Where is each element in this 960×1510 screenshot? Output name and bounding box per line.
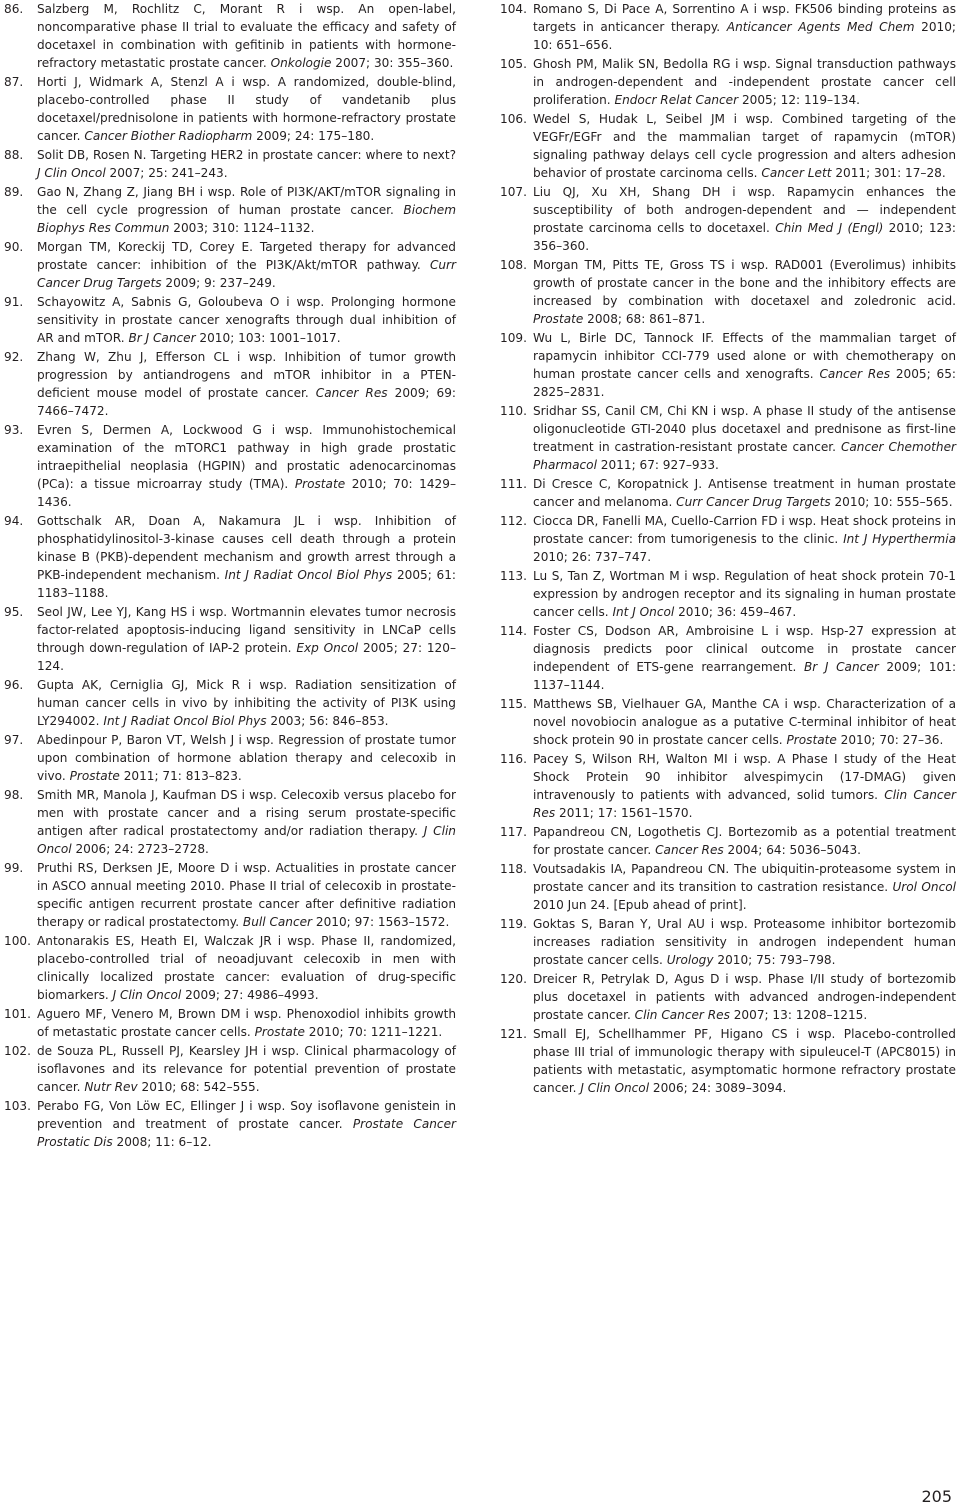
- reference-details: 2010; 36: 459–467.: [674, 605, 797, 619]
- reference-number: 100.: [4, 934, 31, 948]
- reference-number: 99.: [4, 861, 24, 875]
- reference-journal: J Clin Oncol: [37, 166, 106, 180]
- reference-citation: Romano S, Di Pace A, Sorrentino A i wsp. FK506 binding proteins as targets in anticancer therapy.: [533, 2, 956, 34]
- reference-text: [533, 1027, 956, 1095]
- reference-details: 2007; 13: 1208–1215.: [729, 1008, 868, 1022]
- reference-item: [4, 421, 456, 511]
- reference-details: 2007; 30: 355–360.: [331, 56, 454, 70]
- reference-journal: Prostate: [69, 769, 120, 783]
- reference-item: [500, 750, 956, 822]
- reference-citation: Goktas S, Baran Y, Ural AU i wsp. Proteasome inhibitor bortezomib increases radiation sensitivity in androgen independent human prostate cancer cells.: [533, 917, 956, 967]
- reference-citation: Solit DB, Rosen N. Targeting HER2 in prostate cancer: where to next?: [37, 148, 456, 162]
- reference-citation: Pacey S, Wilson RH, Walton MI i wsp. A Phase I study of the Heat Shock Protein 90 inhibitor alvespimycin (17-DMAG) given intravenously to patients with advanced, solid tumors.: [533, 752, 956, 802]
- reference-item: [4, 238, 456, 292]
- reference-text: [37, 148, 456, 180]
- reference-item: [500, 0, 956, 54]
- reference-details: 2008; 68: 861–871.: [583, 312, 706, 326]
- reference-text: [37, 861, 456, 929]
- reference-citation: Zhang W, Zhu J, Efferson CL i wsp. Inhibition of tumor growth progression by antiandrogens and mTOR inhibitor in a PTEN-deficient mouse model of prostate cancer.: [37, 350, 456, 400]
- reference-details: 2010; 68: 542–555.: [137, 1080, 260, 1094]
- reference-journal: Bull Cancer: [242, 915, 313, 929]
- reference-text: [37, 934, 456, 1002]
- reference-number: 114.: [500, 624, 527, 638]
- reference-journal: Curr Cancer Drug Targets: [676, 495, 831, 509]
- reference-item: [500, 823, 956, 859]
- reference-item: [500, 567, 956, 621]
- reference-details: 2009; 101: 1137–1144.: [533, 660, 957, 692]
- reference-text: [37, 2, 456, 70]
- reference-details: 2010; 103: 1001–1017.: [195, 331, 341, 345]
- reference-details: 2011; 17: 1561–1570.: [555, 806, 693, 820]
- reference-details: 2003; 56: 846–853.: [266, 714, 389, 728]
- reference-citation: Gao N, Zhang Z, Jiang BH i wsp. Role of PI3K/AKT/mTOR signaling in the cell cycle progression of human prostate cancer.: [37, 185, 456, 217]
- reference-journal: Urol Oncol: [892, 880, 956, 894]
- reference-item: [500, 110, 956, 182]
- reference-text: [533, 477, 956, 509]
- reference-number: 117.: [500, 825, 527, 839]
- reference-journal: Prostate: [533, 312, 584, 326]
- reference-journal: Prostate Cancer Prostatic Dis: [37, 1117, 456, 1149]
- reference-item: [4, 183, 456, 237]
- reference-journal: Clin Cancer Res: [533, 788, 956, 820]
- reference-details: 2006; 24: 2723–2728.: [71, 842, 209, 856]
- reference-details: 2010; 97: 1563–1572.: [312, 915, 450, 929]
- reference-details: 2005; 12: 119–134.: [738, 93, 860, 107]
- reference-details: 2009; 27: 4986–4993.: [181, 988, 319, 1002]
- reference-journal: Cancer Res: [819, 367, 891, 381]
- reference-journal: Urology: [666, 953, 714, 967]
- reference-text: [533, 404, 956, 472]
- reference-number: 86.: [4, 2, 24, 16]
- reference-journal: Exp Oncol: [296, 641, 359, 655]
- reference-number: 101.: [4, 1007, 31, 1021]
- reference-text: [533, 862, 956, 912]
- reference-item: [4, 146, 456, 182]
- reference-citation: Dreicer R, Petrylak D, Agus D i wsp. Phase I/II study of bortezomib plus docetaxel in patients with advanced androgen-independent prostate cancer.: [533, 972, 956, 1022]
- reference-number: 106.: [500, 112, 527, 126]
- reference-citation: Evren S, Dermen A, Lockwood G i wsp. Immunohistochemical examination of the mTORC1 pathway in high grade prostatic intraepithelial neoplasia (HGPIN) and prostatic adenocarcinomas (PCa): a tissue microarray study (TMA).: [37, 423, 456, 491]
- reference-citation: Liu QJ, Xu XH, Shang DH i wsp. Rapamycin enhances the susceptibility of both androgen-dependent and — independent prostate carcinoma cells to docetaxel.: [533, 185, 956, 235]
- reference-number: 91.: [4, 295, 24, 309]
- reference-text: [37, 350, 456, 418]
- reference-text: [533, 697, 956, 747]
- reference-item: [4, 859, 456, 931]
- reference-text: [37, 605, 456, 673]
- reference-citation: Abedinpour P, Baron VT, Welsh J i wsp. Regression of prostate tumor upon combination of hormone ablation therapy and celecoxib in vivo.: [37, 733, 456, 783]
- reference-citation: de Souza PL, Russell PJ, Kearsley JH i wsp. Clinical pharmacology of isoflavones and its relevance for potential prevention of prostate cancer.: [37, 1044, 456, 1094]
- reference-journal: Prostate: [254, 1025, 305, 1039]
- reference-number: 119.: [500, 917, 527, 931]
- reference-journal: J Clin Oncol: [37, 824, 456, 856]
- reference-text: [37, 1044, 456, 1094]
- reference-item: [500, 329, 956, 401]
- reference-number: 121.: [500, 1027, 527, 1041]
- reference-text: [37, 733, 456, 783]
- reference-citation: Voutsadakis IA, Papandreou CN. The ubiquitin-proteasome system in prostate cancer and its transition to castration resistance.: [533, 862, 956, 894]
- reference-text: [533, 569, 956, 619]
- reference-text: [533, 514, 956, 564]
- reference-text: [533, 972, 956, 1022]
- reference-text: [533, 112, 956, 180]
- reference-number: 116.: [500, 752, 527, 766]
- reference-journal: Curr Cancer Drug Targets: [37, 258, 456, 290]
- reference-item: [4, 512, 456, 602]
- reference-citation: Seol JW, Lee YJ, Kang HS i wsp. Wortmannin elevates tumor necrosis factor-related apoptosis-inducing ligand sensitivity in LNCaP cells through down-regulation of IAP-2 protein.: [37, 605, 456, 655]
- reference-item: [500, 695, 956, 749]
- reference-text: [37, 423, 456, 509]
- reference-text: [37, 788, 456, 856]
- reference-journal: Clin Cancer Res: [634, 1008, 730, 1022]
- reference-journal: Chin Med J (Engl): [775, 221, 884, 235]
- reference-number: 107.: [500, 185, 527, 199]
- reference-item: [500, 970, 956, 1024]
- reference-number: 105.: [500, 57, 527, 71]
- reference-citation: Gupta AK, Cerniglia GJ, Mick R i wsp. Radiation sensitization of human cancer cells in vivo by inhibiting the activity of PI3K using LY294002.: [37, 678, 456, 728]
- reference-journal: Prostate: [294, 477, 346, 491]
- reference-number: 102.: [4, 1044, 31, 1058]
- reference-number: 118.: [500, 862, 527, 876]
- reference-number: 94.: [4, 514, 24, 528]
- reference-details: 2003; 310: 1124–1132.: [169, 221, 315, 235]
- reference-number: 90.: [4, 240, 24, 254]
- reference-citation: Wedel S, Hudak L, Seibel JM i wsp. Combined targeting of the VEGFr/EGFr and the mammalian target of rapamycin (mTOR) signaling pathway delays cell cycle progression and alters adhesion behavior of prostate carcinoma cells.: [533, 112, 956, 180]
- reference-item: [500, 622, 956, 694]
- reference-number: 108.: [500, 258, 527, 272]
- reference-citation: Di Cresce C, Koropatnick J. Antisense treatment in human prostate cancer and melanoma.: [533, 477, 956, 509]
- reference-number: 87.: [4, 75, 24, 89]
- reference-details: 2005; 65: 2825–2831.: [533, 367, 956, 399]
- reference-item: [500, 1025, 956, 1097]
- reference-citation: Small EJ, Schellhammer PF, Higano CS i wsp. Placebo-controlled phase III trial of immunologic therapy with sipuleucel-T (APC8015) in patients with metastatic, asymptomatic hormone refractory prostate cancer.: [533, 1027, 956, 1095]
- reference-text: [37, 75, 456, 143]
- page-number: 205: [921, 1487, 952, 1506]
- reference-item: [4, 676, 456, 730]
- reference-text: [37, 240, 456, 290]
- reference-number: 89.: [4, 185, 24, 199]
- reference-item: [500, 860, 956, 914]
- reference-item: [4, 731, 456, 785]
- reference-number: 93.: [4, 423, 24, 437]
- reference-text: [533, 752, 956, 820]
- reference-details: 2009; 9: 237–249.: [161, 276, 276, 290]
- reference-item: [4, 1005, 456, 1041]
- reference-item: [4, 1097, 456, 1151]
- reference-journal: Cancer Lett: [761, 166, 832, 180]
- reference-item: [4, 786, 456, 858]
- reference-citation: Lu S, Tan Z, Wortman M i wsp. Regulation of heat shock protein 70-1 expression by androgen receptor and its signaling in human prostate cancer cells.: [533, 569, 956, 619]
- reference-details: 2007; 25: 241–243.: [105, 166, 228, 180]
- reference-item: [500, 475, 956, 511]
- reference-details: 2005; 61: 1183–1188.: [37, 568, 456, 600]
- reference-journal: Endocr Relat Cancer: [614, 93, 739, 107]
- reference-number: 96.: [4, 678, 24, 692]
- reference-journal: J Clin Oncol: [112, 988, 182, 1002]
- reference-journal: Int J Radiat Oncol Biol Phys: [224, 568, 393, 582]
- reference-details: 2009; 69: 7466–7472.: [37, 386, 457, 418]
- reference-text: [533, 258, 956, 326]
- reference-journal: Int J Hyperthermia: [843, 532, 956, 546]
- reference-details: 2008; 11: 6–12.: [112, 1135, 212, 1149]
- reference-text: [37, 295, 456, 345]
- reference-item: [500, 512, 956, 566]
- reference-item: [4, 0, 456, 72]
- reference-citation: Foster CS, Dodson AR, Ambroisine L i wsp. Hsp-27 expression at diagnosis predicts poor clinical outcome in prostate cancer independent of ETS-gene rearrangement.: [533, 624, 956, 674]
- reference-number: 104.: [500, 2, 527, 16]
- reference-citation: Morgan TM, Koreckij TD, Corey E. Targeted therapy for advanced prostate cancer: inhibition of the PI3K/Akt/mTOR pathway.: [37, 240, 456, 272]
- reference-citation: Ciocca DR, Fanelli MA, Cuello-Carrion FD i wsp. Heat shock proteins in prostate cancer: from tumorigenesis to the clinic.: [533, 514, 956, 546]
- reference-details: 2010; 75: 793–798.: [713, 953, 836, 967]
- reference-journal: Int J Radiat Oncol Biol Phys: [103, 714, 267, 728]
- reference-journal: Cancer Chemother Pharmacol: [533, 440, 956, 472]
- reference-item: [500, 915, 956, 969]
- reference-text: [37, 678, 456, 728]
- reference-number: 88.: [4, 148, 24, 162]
- reference-number: 120.: [500, 972, 527, 986]
- reference-citation: Ghosh PM, Malik SN, Bedolla RG i wsp. Signal transduction pathways in androgen-dependent and -independent prostate cancer cell proliferation.: [533, 57, 956, 107]
- reference-details: 2004; 64: 5036–5043.: [723, 843, 861, 857]
- reference-number: 92.: [4, 350, 24, 364]
- reference-number: 115.: [500, 697, 527, 711]
- reference-journal: J Clin Oncol: [580, 1081, 650, 1095]
- reference-number: 110.: [500, 404, 527, 418]
- reference-item: [4, 73, 456, 145]
- reference-number: 103.: [4, 1099, 31, 1113]
- reference-details: 2011; 67: 927–933.: [596, 458, 719, 472]
- reference-details: 2010; 70: 1211–1221.: [304, 1025, 443, 1039]
- reference-text: [533, 2, 956, 52]
- reference-journal: Int J Oncol: [612, 605, 675, 619]
- reference-text: [37, 185, 456, 235]
- reference-details: 2011; 301: 17–28.: [831, 166, 946, 180]
- reference-item: [4, 1042, 456, 1096]
- reference-text: [533, 917, 956, 967]
- reference-item: [500, 55, 956, 109]
- reference-citation: Papandreou CN, Logothetis CJ. Bortezomib as a potential treatment for prostate cancer.: [533, 825, 956, 857]
- reference-details: 2010; 123: 356–360.: [533, 221, 957, 253]
- reference-citation: Gottschalk AR, Doan A, Nakamura JL i wsp. Inhibition of phosphatidylinositol-3-kinase causes cell death through a protein kinase B (PKB)-dependent mechanism and growth arrest through a PKB-independent mechanism.: [37, 514, 456, 582]
- reference-journal: Cancer Biother Radiopharm: [84, 129, 253, 143]
- reference-journal: Onkologie: [270, 56, 332, 70]
- reference-item: [4, 603, 456, 675]
- reference-journal: Nutr Rev: [84, 1080, 138, 1094]
- reference-number: 97.: [4, 733, 24, 747]
- reference-citation: Schayowitz A, Sabnis G, Goloubeva O i wsp. Prolonging hormone sensitivity in prostate cancer xenografts through dual inhibition of AR and mTOR.: [37, 295, 456, 345]
- reference-details: 2005; 27: 120–124.: [37, 641, 456, 673]
- reference-citation: Salzberg M, Rochlitz C, Morant R i wsp. An open-label, noncomparative phase II trial to evaluate the efficacy and safety of docetaxel in combination with gefitinib in patients with hormone-refractory metastatic prostate cancer.: [37, 2, 456, 70]
- reference-item: [500, 402, 956, 474]
- reference-number: 95.: [4, 605, 24, 619]
- reference-text: [533, 57, 956, 107]
- reference-text: [533, 624, 956, 692]
- reference-details: 2010; 10: 651–656.: [533, 20, 957, 52]
- reference-details: 2010; 26: 737–747.: [533, 550, 652, 564]
- reference-citation: Pruthi RS, Derksen JE, Moore D i wsp. Actualities in prostate cancer in ASCO annual meeting 2010. Phase II trial of celecoxib in prostate-specific antigen recurrent prostate cancer after definitive radiation therapy or radical prostatectomy.: [37, 861, 456, 929]
- reference-text: [37, 514, 456, 600]
- reference-journal: Br J Cancer: [803, 660, 879, 674]
- reference-details: 2011; 71: 813–823.: [119, 769, 242, 783]
- reference-details: 2010; 70: 27–36.: [836, 733, 944, 747]
- reference-journal: Biochem Biophys Res Commun: [37, 203, 456, 235]
- reference-text: [533, 825, 956, 857]
- reference-details: 2009; 24: 175–180.: [252, 129, 375, 143]
- reference-citation: Smith MR, Manola J, Kaufman DS i wsp. Celecoxib versus placebo for men with prostate cancer and a rising serum prostate-specific antigen after radical prostatectomy and/or radiation therapy.: [37, 788, 456, 838]
- reference-citation: Sridhar SS, Canil CM, Chi KN i wsp. A phase II study of the antisense oligonucleotide GTI-2040 plus docetaxel and prednisone as first-line treatment in castration-resistant prostate cancer.: [533, 404, 956, 454]
- reference-item: [500, 183, 956, 255]
- reference-item: [4, 348, 456, 420]
- reference-number: 111.: [500, 477, 527, 491]
- reference-citation: Morgan TM, Pitts TE, Gross TS i wsp. RAD001 (Everolimus) inhibits growth of prostate cancer in the bone and the inhibitory effects are increased by combination with docetaxel and zoledronic acid.: [533, 258, 956, 308]
- reference-details: 2010 Jun 24. [Epub ahead of print].: [533, 898, 747, 912]
- references-left-column: [4, 0, 456, 1152]
- reference-citation: Antonarakis ES, Heath EI, Walczak JR i wsp. Phase II, randomized, placebo-controlled trial of neoadjuvant celecoxib in men with clinically localized prostate cancer: evaluation of drug-specific biomarkers.: [37, 934, 456, 1002]
- reference-number: 98.: [4, 788, 24, 802]
- reference-text: [533, 185, 956, 253]
- reference-journal: Cancer Res: [655, 843, 724, 857]
- reference-text: [37, 1007, 456, 1039]
- reference-journal: Prostate: [786, 733, 837, 747]
- reference-citation: Wu L, Birle DC, Tannock IF. Effects of the mammalian target of rapamycin inhibitor CCI-779 used alone or with chemotherapy on human prostate cancer cells and xenografts.: [533, 331, 956, 381]
- reference-citation: Aguero MF, Venero M, Brown DM i wsp. Phenoxodiol inhibits growth of metastatic prostate cancer cells.: [37, 1007, 456, 1039]
- reference-journal: Br J Cancer: [128, 331, 196, 345]
- reference-text: [37, 1099, 456, 1149]
- reference-journal: Cancer Res: [315, 386, 388, 400]
- reference-number: 112.: [500, 514, 527, 528]
- reference-details: 2006; 24: 3089–3094.: [649, 1081, 787, 1095]
- references-right-column: [500, 0, 956, 1098]
- reference-citation: Matthews SB, Vielhauer GA, Manthe CA i wsp. Characterization of a novel novobiocin analogue as a putative C-terminal inhibitor of heat shock protein 90 in prostate cancer cells.: [533, 697, 956, 747]
- reference-number: 113.: [500, 569, 527, 583]
- reference-number: 109.: [500, 331, 527, 345]
- reference-citation: Horti J, Widmark A, Stenzl A i wsp. A randomized, double-blind, placebo-controlled phase II study of vandetanib plus docetaxel/prednisolone in patients with hormone-refractory prostate cancer.: [37, 75, 456, 143]
- reference-item: [4, 932, 456, 1004]
- reference-details: 2010; 70: 1429–1436.: [37, 477, 456, 509]
- reference-details: 2010; 10: 555–565.: [830, 495, 953, 509]
- reference-item: [4, 293, 456, 347]
- reference-journal: Anticancer Agents Med Chem: [726, 20, 915, 34]
- reference-item: [500, 256, 956, 328]
- reference-citation: Perabo FG, Von Löw EC, Ellinger J i wsp. Soy isoflavone genistein in prevention and treatment of prostate cancer.: [37, 1099, 456, 1131]
- reference-text: [533, 331, 956, 399]
